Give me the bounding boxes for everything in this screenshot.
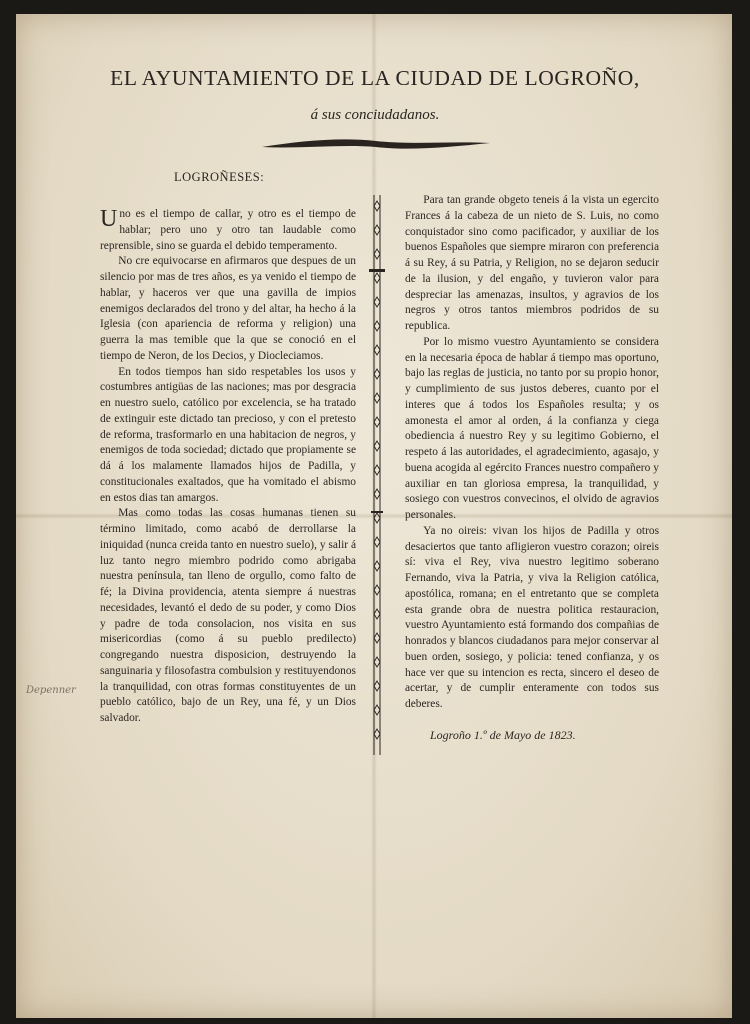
left-paragraph-4: Mas como todas las cosas humanas tienen su término limitado, como acabó de derrollarse la iniquidad (nunca creida tanto en nuestro suelo), y salir á luz tanto negro miembro podrido como abrigaba nuestra península, tan lleno de orgullo, como falto de fé; la Divina providencia, atenta siempre á nuestras necesidades, levantó el dedo de su poder, y como Dios y padre de toda consolacion, nos visita en sus misericordias (como á su pueblo predilecto) congregando nuestra disposicion, destruyendo la sanguinaria y filosofastra combulsion y restituyendonos la tranquilidad, con otras formas constituyentes de un pueblo católico, bajo de un Rey, una fé, y un Dios salvador.	[100, 507, 356, 724]
right-column	[405, 193, 659, 713]
ornamental-swash	[260, 135, 492, 155]
left-column	[100, 207, 356, 727]
document-title: EL AYUNTAMIENTO DE LA CIUDAD DE LOGROÑO,	[110, 66, 640, 90]
margin-handwriting: Depenner	[26, 685, 76, 696]
left-paragraph-1: no es el tiempo de callar, y otro es el tiempo de hablar; pero uno y otro tan laudable como reprensible, sino se guarda el debido temperamento.	[100, 208, 356, 252]
left-paragraph-2: No cre equivocarse en afirmaros que despues de un silencio por mas de tres años, es ya venido el tiempo de hablar, y haceros ver que una gavilla de impios enemigos declarados del trono y del altar, ha hecho á la Iglesia (con apariencia de reforma y religion) una guerra la mas temible que la que se conoció en el tiempo de Neron, de los Decios, y Diocleciamos.	[100, 255, 356, 362]
right-paragraph-3: Ya no oireis: vivan los hijos de Padilla y otros desaciertos que tanto afligieron vuestro corazon; oireis sí: viva el Rey, viva nuestro legitimo soberano Fernando, viva la Patria, y viva la Religion católica, apostólica, romana; en el entretanto que se completa esta grande obra de nuestra politica restauracion, vuestro Ayuntamiento está formando dos compañias de honrados y blancos ciudadanos para mejor conservar al buen orden, sosiego, y policia: tened confianza, y os hace ver que su intencion es recta, sincero el deseo de acertar, y de cumplir enteramente con todos sus deberes.	[405, 524, 659, 710]
left-paragraph-3: En todos tiempos han sido respetables los usos y costumbres antigüas de las naciones; mas por desgracia en nuestro suelo, católico por excelencia, se ha tratado de extinguir este dictado tan precioso, y con el pretesto de reforma, trasformarlo en una habitacion de negros, y enemigos de toda sociedad; dictado que propiamente se dá á los malamente llamados hijos de Padilla, y constitucionales exaltados, que ha vomitado el abismo en estos dias tan amargos.	[100, 365, 356, 504]
document-subtitle: á sus conciudadanos.	[310, 107, 440, 123]
right-paragraph-1: Para tan grande obgeto teneis á la vista un egercito Frances á la cabeza de un nieto de S. Luis, no como conquistador sino como pacificador, y auxiliar de los buenos Españoles que siempre miraron con preferencia á su Rey, á su Patria, y Religion, no se dejaron seducir de la ilusion, y del engaño, y tuvieron valor para despreciar las amenazas, insultos, y agravios de los negros y otros tantos miembros podridos de su republica.	[405, 194, 659, 332]
salutation: LOGROÑESES:	[174, 170, 265, 184]
column-divider-ornament	[369, 195, 385, 755]
date-line: Logroño 1.º de Mayo de 1823.	[430, 728, 576, 742]
drop-cap: U	[100, 206, 118, 232]
right-paragraph-2: Por lo mismo vuestro Ayuntamiento se considera en la necesaria época de hablar á tiempo mas oportuno, bajo las reglas de justicia, no tanto por su propio honor, y cumplimiento de sus justos deberes, cuanto por el interes que á todos los Españoles resulta; y os amonesta el amor al orden, á la confianza y ciega obediencia á nuestro Rey y su legitimo Gobierno, el respeto á las autoridades, el agradecimiento, agasajo, y buena acogida al egército Frances nuestro compañero y auxiliar en tan gloriosa empresa, la tranquilidad, y sosiego con vuestros convecinos, el olvido de agravios personales.	[405, 335, 659, 521]
